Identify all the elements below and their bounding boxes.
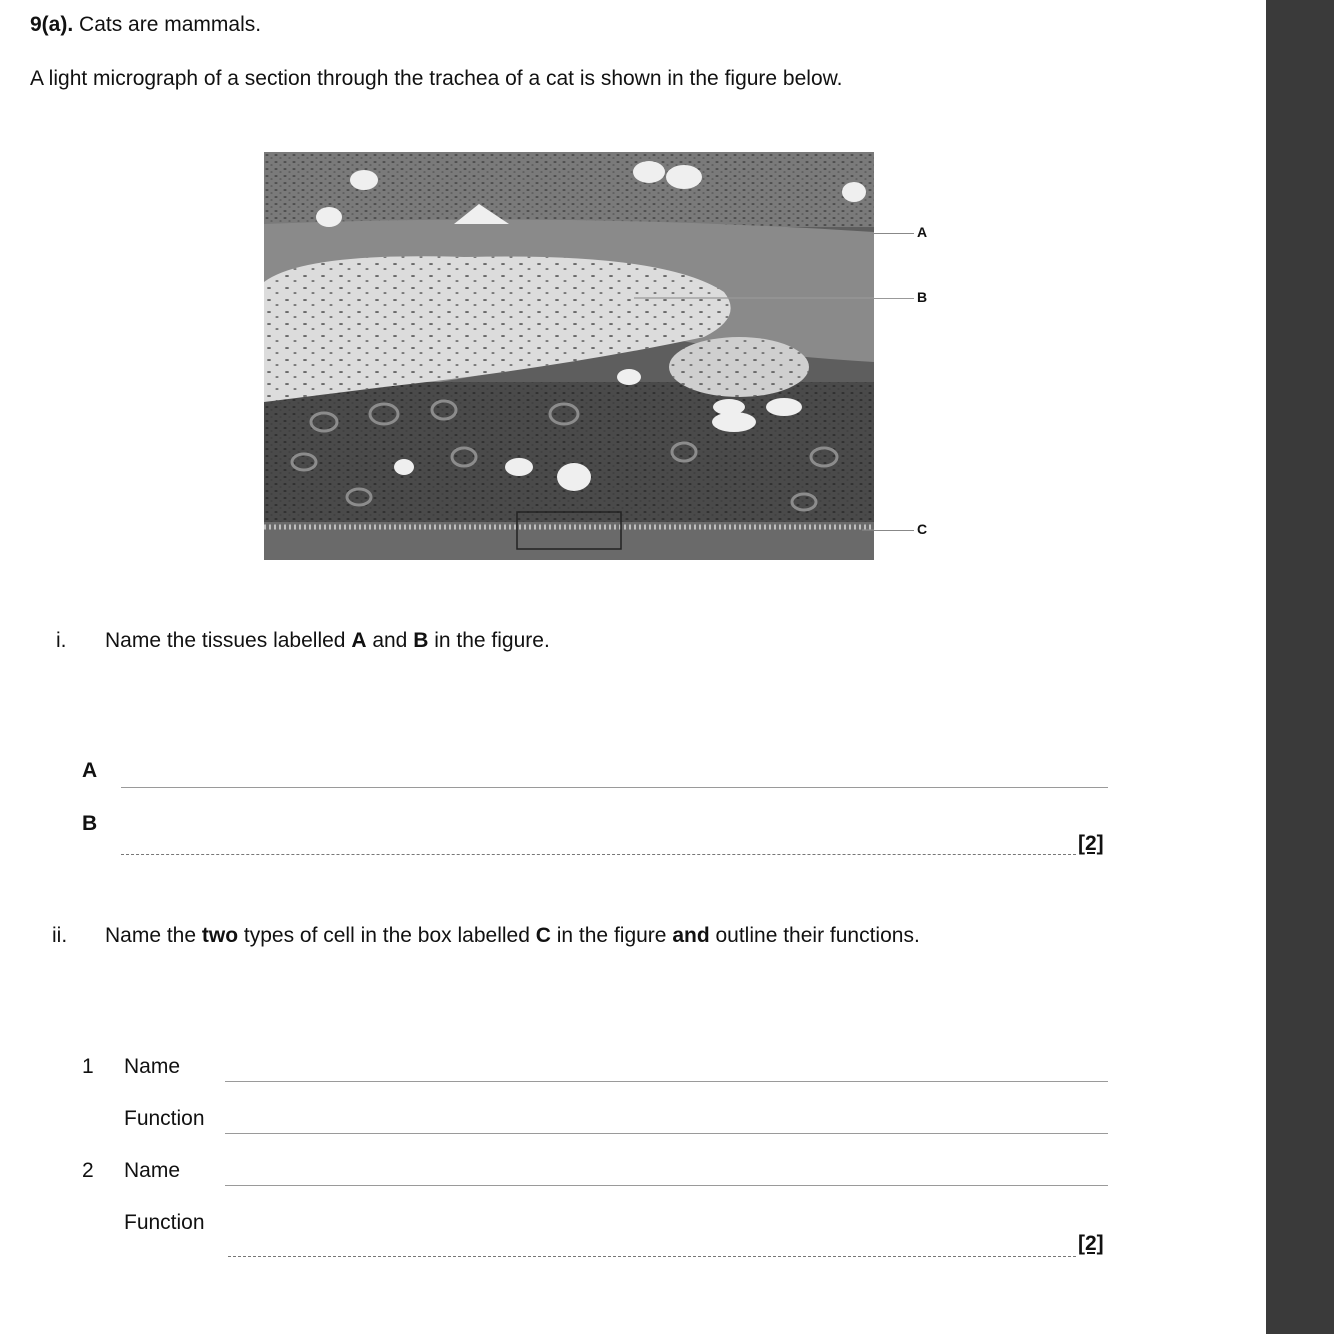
- label-c-leader: [874, 530, 914, 531]
- trachea-micrograph: [264, 152, 874, 560]
- answer-a-label: A: [82, 759, 98, 782]
- figure-label-b: B: [917, 289, 928, 305]
- right-panel: [1266, 0, 1334, 1334]
- cell-1-function-line[interactable]: [225, 1133, 1108, 1134]
- cell-2-name-line[interactable]: [225, 1185, 1108, 1186]
- part-ii-marks: [2]: [1078, 1232, 1104, 1255]
- cell-1-name-label: Name: [124, 1055, 181, 1078]
- cell-1-name-line[interactable]: [225, 1081, 1108, 1082]
- cell-2-number: 2: [82, 1159, 94, 1182]
- question-stem: A light micrograph of a section through the trachea of a cat is shown in the figure below.: [30, 67, 843, 90]
- cell-1-function-label: Function: [124, 1107, 205, 1130]
- question-header: [30, 12, 261, 38]
- part-ii-numeral: ii.: [52, 924, 68, 947]
- cell-2-name-label: Name: [124, 1159, 181, 1182]
- part-i-prompt: Name the tissues labelled A and B in the figure.: [105, 629, 550, 652]
- part-i-marks: [2]: [1078, 832, 1104, 855]
- part-i-numeral: i.: [56, 629, 67, 652]
- cell-2-function-line[interactable]: [228, 1256, 1076, 1257]
- answer-a-line[interactable]: [121, 787, 1108, 788]
- part-ii-prompt: Name the two types of cell in the box labelled C in the figure and outline their functions.: [105, 924, 920, 947]
- answer-b-label: B: [82, 812, 98, 835]
- label-a-leader: [874, 233, 914, 234]
- question-number: 9(a).: [30, 13, 74, 36]
- figure-label-c: C: [917, 521, 928, 537]
- answer-b-line[interactable]: [121, 854, 1076, 855]
- figure-label-a: A: [917, 224, 928, 240]
- label-b-leader: [874, 298, 914, 299]
- cell-1-number: 1: [82, 1055, 94, 1078]
- question-intro: Cats are mammals.: [79, 13, 262, 36]
- cell-2-function-label: Function: [124, 1211, 205, 1234]
